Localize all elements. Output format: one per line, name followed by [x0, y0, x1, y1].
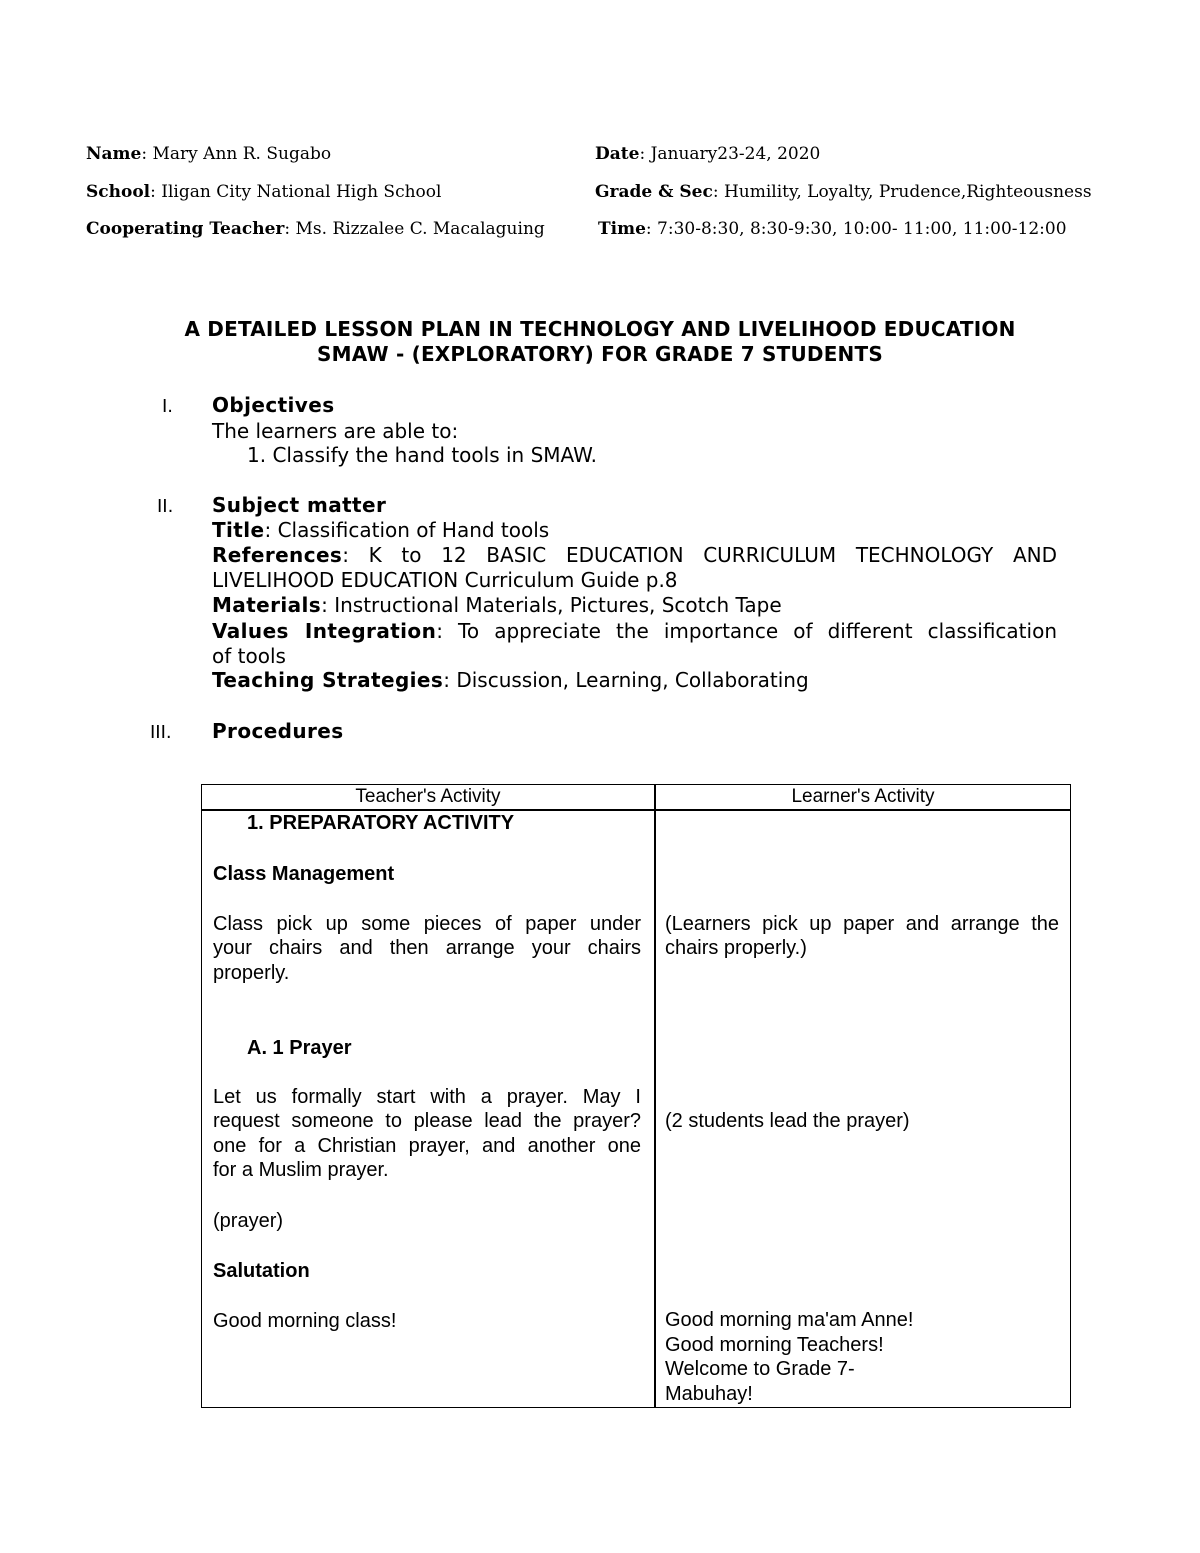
grade-label: Grade & Sec — [595, 182, 713, 202]
learner-activity-header: Learner's Activity — [791, 786, 935, 807]
class-management-teacher-line1: Class pick up some pieces of paper under — [213, 913, 641, 935]
values-integration-value-line2: of tools — [212, 644, 286, 668]
subject-title-row — [212, 518, 549, 542]
subject-numeral: II. — [157, 496, 174, 517]
time-row — [598, 219, 1067, 239]
prayer-teacher-line1: Let us formally start with a prayer. May I — [213, 1086, 641, 1108]
values-integration-row — [212, 619, 1057, 643]
class-management-learner-line1: (Learners pick up paper and arrange the — [665, 913, 1059, 935]
references-row — [212, 543, 1057, 567]
salutation-learner-line2: Good morning Teachers! — [665, 1334, 884, 1356]
grade-row — [595, 182, 1092, 202]
date-label: Date — [595, 144, 640, 164]
school-label: School — [86, 182, 151, 202]
procedures-numeral: III. — [150, 722, 172, 743]
salutation-learner-line4: Mabuhay! — [665, 1383, 753, 1405]
salutation-teacher-line1: Good morning class! — [213, 1310, 397, 1332]
prayer-heading: A. 1 Prayer — [247, 1037, 352, 1059]
objectives-numeral: I. — [162, 396, 174, 417]
school-row — [86, 182, 441, 202]
materials-row — [212, 593, 782, 617]
time-label: Time — [598, 219, 646, 239]
teaching-strategies-value: : Discussion, Learning, Collaborating — [443, 668, 809, 692]
prayer-teacher-line4: for a Muslim prayer. — [213, 1159, 389, 1181]
class-management-teacher-line2: your chairs and then arrange your chairs — [213, 937, 641, 959]
class-management-learner-line2: chairs properly.) — [665, 937, 807, 959]
salutation-learner-line1: Good morning ma'am Anne! — [665, 1309, 914, 1331]
objectives-item-1: 1. Classify the hand tools in SMAW. — [247, 443, 597, 467]
school-value: : Iligan City National High School — [150, 182, 442, 202]
objectives-heading: Objectives — [212, 393, 335, 417]
table-header-divider — [202, 809, 1070, 811]
name-label: Name — [86, 144, 142, 164]
teaching-strategies-row — [212, 668, 809, 692]
references-value-line2: LIVELIHOOD EDUCATION Curriculum Guide p.8 — [212, 568, 678, 592]
cooperating-teacher-label: Cooperating Teacher — [86, 219, 285, 239]
salutation-heading: Salutation — [213, 1260, 310, 1282]
prayer-teacher-line2: request someone to please lead the prayer? — [213, 1110, 641, 1132]
prayer-teacher-line5: (prayer) — [213, 1210, 284, 1232]
cooperating-teacher-value: : Ms. Rizzalee C. Macalaguing — [284, 219, 545, 239]
procedures-heading: Procedures — [212, 719, 344, 743]
objectives-intro: The learners are able to: — [212, 419, 459, 443]
class-management-teacher-line3: properly. — [213, 962, 290, 984]
class-management-heading: Class Management — [213, 863, 395, 885]
teacher-activity-header: Teacher's Activity — [355, 786, 501, 807]
materials-value: : Instructional Materials, Pictures, Scotch Tape — [321, 593, 782, 617]
name-row — [86, 144, 331, 164]
subject-title-label: Title — [212, 518, 265, 542]
teaching-strategies-label: Teaching Strategies — [212, 668, 444, 692]
date-value: : January23-24, 2020 — [639, 144, 821, 164]
time-value: : 7:30-8:30, 8:30-9:30, 10:00- 11:00, 11:00-12:00 — [645, 219, 1067, 239]
activity-table — [201, 784, 1071, 1408]
salutation-learner-line3: Welcome to Grade 7- — [665, 1358, 855, 1380]
prayer-learner-line1: (2 students lead the prayer) — [665, 1110, 910, 1132]
table-column-divider — [654, 785, 656, 1407]
references-value-line1: : K to 12 BASIC EDUCATION CURRICULUM TECHNOLOGY AND — [342, 543, 1057, 567]
subject-title-value: : Classification of Hand tools — [264, 518, 550, 542]
references-label: References — [212, 543, 343, 567]
document-title-line1: A DETAILED LESSON PLAN IN TECHNOLOGY AND LIVELIHOOD EDUCATION — [184, 317, 1016, 341]
document-title-line2: SMAW - (EXPLORATORY) FOR GRADE 7 STUDENTS — [317, 342, 883, 366]
name-value: : Mary Ann R. Sugabo — [141, 144, 332, 164]
values-integration-value-line1: : To appreciate the importance of different classification — [436, 619, 1057, 643]
subject-heading: Subject matter — [212, 493, 387, 517]
preparatory-activity-heading: 1. PREPARATORY ACTIVITY — [247, 812, 515, 834]
prayer-teacher-line3: one for a Christian prayer, and another one — [213, 1135, 641, 1157]
materials-label: Materials — [212, 593, 322, 617]
grade-value: : Humility, Loyalty, Prudence,Righteousness — [712, 182, 1092, 202]
date-row — [595, 144, 820, 164]
cooperating-teacher-row — [86, 219, 545, 239]
values-integration-label: Values Integration — [212, 619, 437, 643]
